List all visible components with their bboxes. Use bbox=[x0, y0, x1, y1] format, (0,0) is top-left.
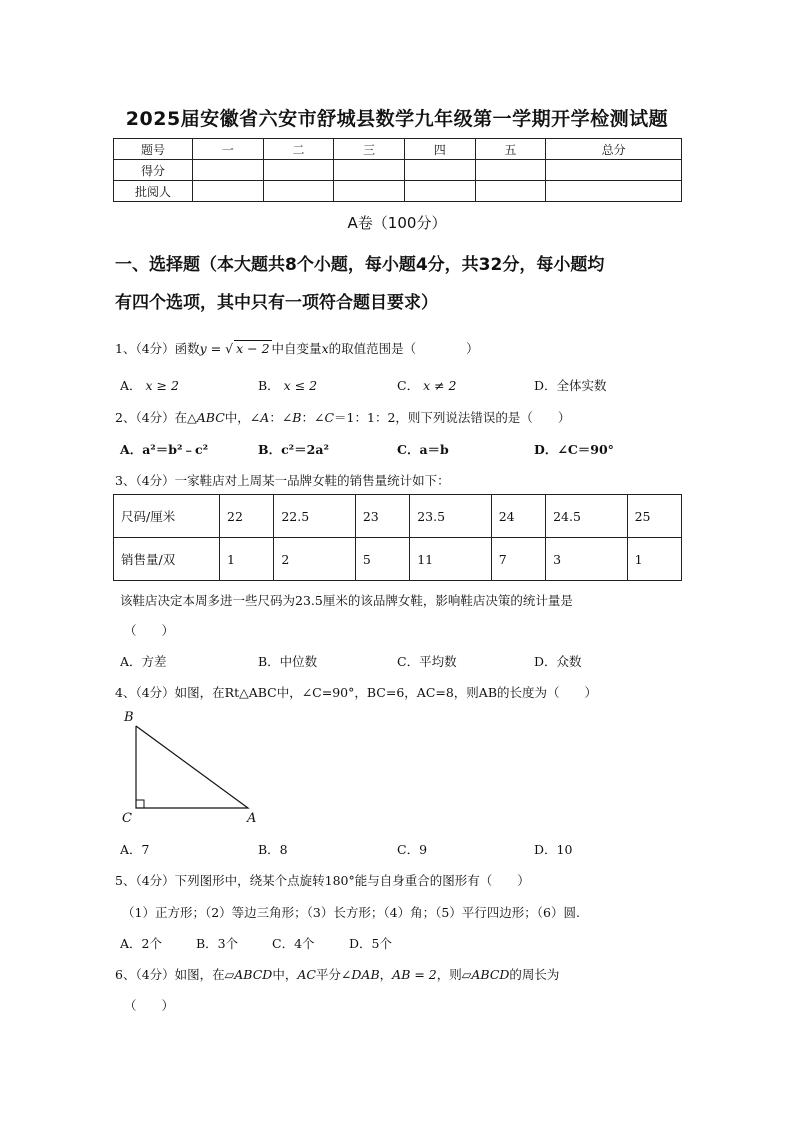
vertex-label-c: C bbox=[122, 811, 132, 826]
table-cell: 一 bbox=[193, 139, 264, 160]
table-row bbox=[114, 181, 682, 202]
q6-ab-eq: AB = 2 bbox=[392, 967, 437, 982]
q4-option-b: B．8 bbox=[258, 842, 288, 857]
table-cell bbox=[404, 160, 475, 181]
table-cell: 25 bbox=[627, 495, 681, 538]
q6-dab: DAB bbox=[351, 967, 380, 982]
q5-option-a: A．2个 bbox=[120, 936, 162, 951]
option-letter: A． bbox=[120, 378, 142, 393]
q3-option-b: B．中位数 bbox=[258, 654, 318, 669]
question-3-text2: 该鞋店决定本周多进一些尺码为23.5厘米的该品牌女鞋，影响鞋店决策的统计量是 bbox=[120, 593, 573, 608]
q1-option-c bbox=[397, 376, 457, 394]
question-3: 3、（4分）一家鞋店对上周某一品牌女鞋的销售量统计如下： bbox=[115, 473, 450, 488]
q2-text: 中，∠ bbox=[224, 410, 261, 425]
q2-text: ：∠ bbox=[269, 410, 293, 425]
q6-ac: AC bbox=[297, 967, 316, 982]
question-2 bbox=[115, 408, 570, 426]
q1-radicand: x − 2 bbox=[236, 341, 270, 356]
table-cell bbox=[475, 160, 546, 181]
q6-text: 的周长为 bbox=[509, 967, 560, 982]
table-cell: 得分 bbox=[114, 160, 193, 181]
question-3-paren: （ ） bbox=[124, 623, 175, 638]
table-row bbox=[114, 538, 682, 581]
table-cell: 7 bbox=[491, 538, 545, 581]
right-angle-mark bbox=[136, 800, 144, 808]
shoe-sales-table bbox=[113, 494, 682, 581]
table-cell: 5 bbox=[355, 538, 409, 581]
q2-abc: ABC bbox=[196, 410, 225, 425]
q2-option-d: D．∠C＝90° bbox=[534, 442, 614, 457]
table-cell bbox=[193, 160, 264, 181]
table-cell bbox=[546, 160, 682, 181]
q6-text: ，则▱ bbox=[436, 967, 472, 982]
score-table bbox=[113, 138, 682, 202]
table-cell: 11 bbox=[410, 538, 492, 581]
table-cell bbox=[263, 160, 334, 181]
q4-option-c: C．9 bbox=[397, 842, 428, 857]
q2-text: ：∠ bbox=[301, 410, 325, 425]
q1-suffix: 的取值范围是（ ） bbox=[328, 341, 479, 356]
table-cell bbox=[193, 181, 264, 202]
table-cell bbox=[334, 181, 405, 202]
q2-option-c: C．a＝b bbox=[397, 442, 449, 457]
q1-mid: 中自变量 bbox=[271, 341, 322, 356]
sqrt-sign: √ bbox=[225, 341, 234, 356]
question-5: 5、（4分）下列图形中，绕某个点旋转180°能与自身重合的图形有（ ） bbox=[115, 873, 530, 888]
table-cell: 批阅人 bbox=[114, 181, 193, 202]
question-6-paren: （ ） bbox=[124, 998, 175, 1013]
table-cell bbox=[334, 160, 405, 181]
q2-a: A bbox=[260, 410, 270, 425]
q6-text: ， bbox=[379, 967, 393, 982]
section-a-heading: A卷（100分） bbox=[347, 214, 447, 232]
question-1 bbox=[115, 339, 479, 357]
section-title-line2: 有四个选项，其中只有一项符合题目要求） bbox=[115, 293, 438, 313]
table-cell: 总分 bbox=[546, 139, 682, 160]
table-cell: 24 bbox=[491, 495, 545, 538]
q1-prefix: 1、（4分）函数 bbox=[115, 341, 200, 356]
q6-text: 平分∠ bbox=[315, 967, 352, 982]
option-letter: B． bbox=[258, 378, 280, 393]
option-value: x ≠ 2 bbox=[423, 378, 457, 393]
table-cell bbox=[404, 181, 475, 202]
table-cell: 题号 bbox=[114, 139, 193, 160]
q2-b: B bbox=[292, 410, 302, 425]
question-5-items: （1）正方形；（2）等边三角形；（3）长方形；（4）角；（5）平行四边形；（6）圆. bbox=[122, 905, 580, 920]
q1-y: y bbox=[199, 341, 207, 356]
table-cell: 3 bbox=[546, 538, 628, 581]
q1-option-a bbox=[120, 376, 179, 394]
table-cell: 1 bbox=[627, 538, 681, 581]
q2-text: ＝1：1：2，则下列说法错误的是（ ） bbox=[334, 410, 571, 425]
q1-option-d: D．全体实数 bbox=[534, 378, 607, 393]
table-cell: 二 bbox=[263, 139, 334, 160]
q5-option-c: C．4个 bbox=[272, 936, 315, 951]
q3-option-c: C．平均数 bbox=[397, 654, 457, 669]
option-value: x ≥ 2 bbox=[145, 378, 179, 393]
triangle-abc bbox=[136, 726, 248, 808]
vertex-label-a: A bbox=[247, 811, 257, 826]
table-cell bbox=[475, 181, 546, 202]
q2-option-b: B．c²＝2a² bbox=[258, 442, 329, 457]
q2-option-a: A．a²＝b²﹣c² bbox=[120, 442, 209, 457]
table-cell: 24.5 bbox=[546, 495, 628, 538]
question-6 bbox=[115, 965, 559, 983]
table-cell: 尺码/厘米 bbox=[114, 495, 220, 538]
table-cell: 22.5 bbox=[274, 495, 356, 538]
table-cell: 销售量/双 bbox=[114, 538, 220, 581]
table-row bbox=[114, 139, 682, 160]
triangle-figure bbox=[118, 708, 278, 828]
table-cell: 22 bbox=[220, 495, 274, 538]
q5-option-d: D．5个 bbox=[349, 936, 392, 951]
table-cell: 2 bbox=[274, 538, 356, 581]
q3-option-d: D．众数 bbox=[534, 654, 582, 669]
q4-option-a: A．7 bbox=[120, 842, 150, 857]
option-value: x ≤ 2 bbox=[283, 378, 318, 393]
table-cell: 23.5 bbox=[410, 495, 492, 538]
section-title-line1: 一、选择题（本大题共8个小题，每小题4分，共32分，每小题均 bbox=[115, 255, 605, 275]
q1-eq: = bbox=[206, 341, 226, 356]
option-letter: C． bbox=[397, 378, 420, 393]
table-cell: 23 bbox=[355, 495, 409, 538]
q2-c: C bbox=[324, 410, 335, 425]
table-cell: 四 bbox=[404, 139, 475, 160]
q6-text: 6、（4分）如图，在▱ bbox=[115, 967, 235, 982]
q1-option-b bbox=[258, 376, 317, 394]
q6-abcd: ABCD bbox=[234, 967, 273, 982]
q3-option-a: A．方差 bbox=[120, 654, 167, 669]
q1-x: x bbox=[321, 341, 329, 356]
q5-option-b: B．3个 bbox=[196, 936, 239, 951]
table-row bbox=[114, 160, 682, 181]
table-row bbox=[114, 495, 682, 538]
q4-option-d: D．10 bbox=[534, 842, 573, 857]
table-cell: 五 bbox=[475, 139, 546, 160]
page-title: 2025届安徽省六安市舒城县数学九年级第一学期开学检测试题 bbox=[125, 108, 669, 130]
q6-abcd: ABCD bbox=[471, 967, 510, 982]
q6-text: 中， bbox=[272, 967, 298, 982]
table-cell: 1 bbox=[220, 538, 274, 581]
table-cell bbox=[546, 181, 682, 202]
vertex-label-b: B bbox=[124, 710, 134, 725]
table-cell: 三 bbox=[334, 139, 405, 160]
q2-text: 2、（4分）在△ bbox=[115, 410, 197, 425]
table-cell bbox=[263, 181, 334, 202]
question-4: 4、（4分）如图，在Rt△ABC中，∠C=90°，BC=6，AC=8，则AB的长度为（ ） bbox=[115, 685, 598, 700]
